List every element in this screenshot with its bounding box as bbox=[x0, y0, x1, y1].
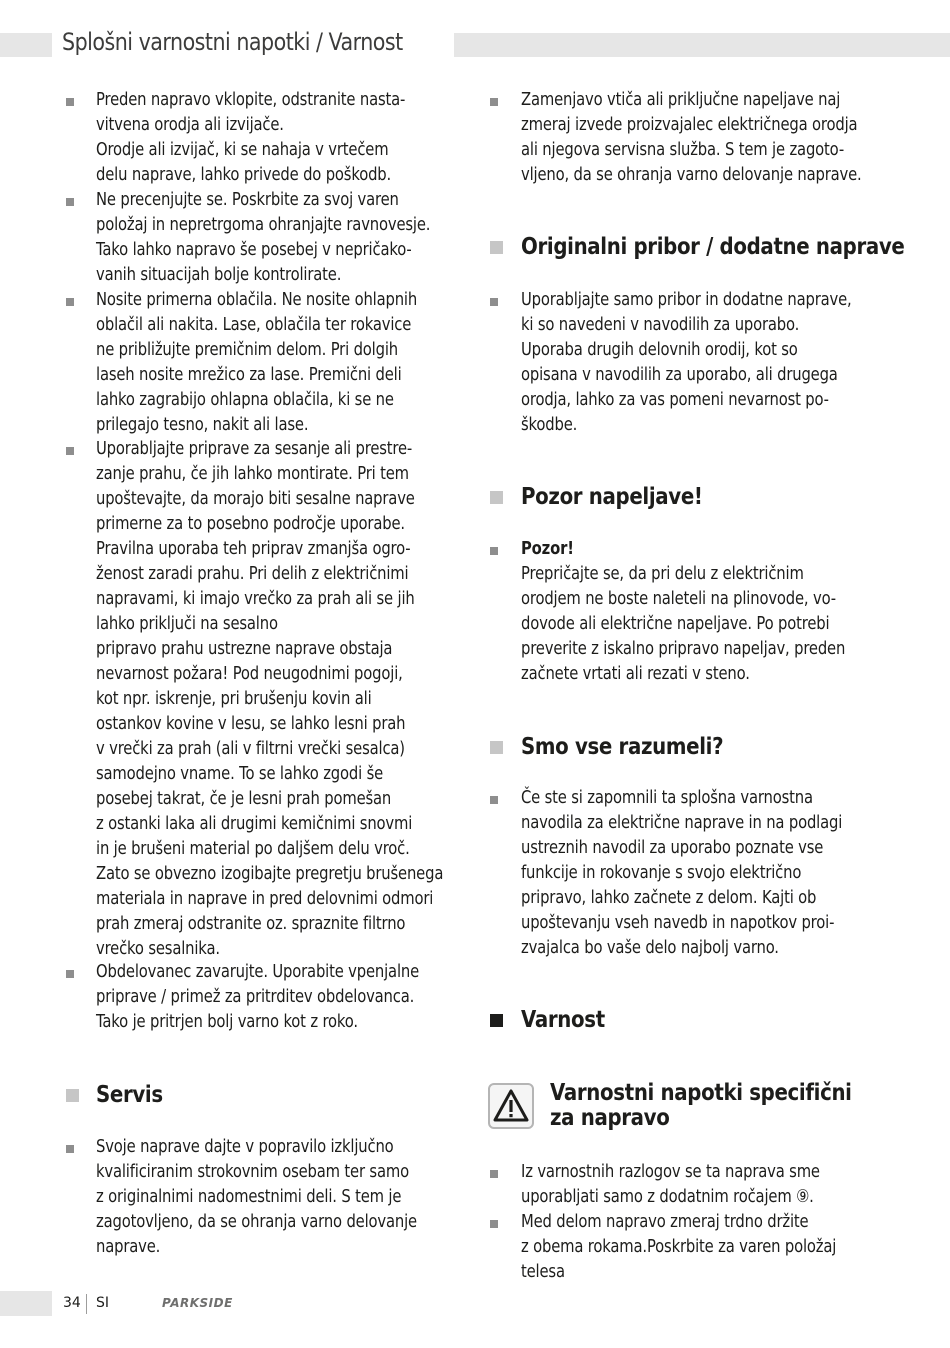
bullet-icon bbox=[66, 198, 74, 206]
list-item: Nosite primerna oblačila. Ne nosite ohlapnih oblačil ali nakita. Lase, oblačila ter rokavice ne približujte premičnim delom. Pri dolgih laseh nosite mrežico za lase. Premični deli lahko zagrabijo ohlapna oblačila, ki se ne prilegajo tesno, nakit ali lase. bbox=[96, 290, 418, 435]
bullet-icon bbox=[66, 1145, 74, 1153]
list-item: Obdelovanec zavarujte. Uporabite vpenjalne priprave / primež za pritrditev obdelovanca. Tako je pritrjen bolj varno kot z roko. bbox=[96, 962, 420, 1032]
warning-triangle-icon bbox=[488, 1083, 534, 1129]
footer-band bbox=[0, 1291, 52, 1316]
section-heading-specificni: Varnostni napotki specifični za napravo bbox=[550, 1080, 852, 1131]
list-item: Zamenjavo vtiča ali priključne napeljave naj zmeraj izvede proizvajalec električnega orodja ali njegova servisna služba. S tem je zagoto- vljeno, da se ohranja varno delovanje naprave. bbox=[521, 90, 862, 185]
heading-bullet-icon bbox=[66, 1089, 79, 1102]
heading-bullet-icon bbox=[490, 1014, 503, 1027]
heading-bullet-icon bbox=[490, 741, 503, 754]
bullet-icon bbox=[490, 1220, 498, 1228]
bullet-icon bbox=[490, 796, 498, 804]
list-item: Uporabljajte samo pribor in dodatne naprave, ki so navedeni v navodilih za uporabo. Uporaba drugih delovnih orodij, kot so opisana v navodilih za uporabo, ali drugega orodja, lahko za vas pomeni nevarnost po- škodbe. bbox=[521, 290, 852, 435]
page-number: 34 bbox=[63, 1295, 81, 1311]
heading-bullet-icon bbox=[490, 491, 503, 504]
section-heading-pribor: Originalni pribor / dodatne naprave bbox=[521, 234, 905, 260]
bullet-icon bbox=[66, 298, 74, 306]
bullet-icon bbox=[490, 98, 498, 106]
language-code: SI bbox=[96, 1295, 110, 1311]
header-band-left bbox=[0, 33, 52, 57]
list-item: Uporabljajte priprave za sesanje ali prestre- zanje prahu, če jih lahko montirate. Pri tem upoštevajte, da morajo biti sesalne naprave primerne za to posebno področje uporabe. Pravilna uporaba teh priprav zmanjša ogro- ženost zaradi prahu. Pri delih z električnimi napravami, ki imajo vrečko za prah ali se jih lahko priključi na sesalno pripravo prahu ustrezne naprave obstaja nevarnost požara! Pod neugodnimi pogoji, kot npr. iskrenje, pri brušenju kovin ali ostankov kovine v lesu, se lahko lesni prah v vrečki za prah (ali v filtrni vrečki sesalca) samodejno vname. To se lahko zgodi še posebej takrat, če je lesni prah pomešan z ostanki laka ali drugimi kemičnimi snovmi in je brušeni material po daljšem delu vroč. Zato se obvezno izogibajte pregretju brušenega materiala in naprave in pred delovnimi odmori prah zmeraj odstranite oz. spraznite filtrno vrečko sesalnika. bbox=[96, 439, 444, 959]
bullet-icon bbox=[490, 1170, 498, 1178]
section-heading-razumeli: Smo vse razumeli? bbox=[521, 734, 724, 760]
bullet-icon bbox=[66, 970, 74, 978]
list-item: Med delom napravo zmeraj trdno držite z obema rokama.Poskrbite za varen položaj telesa bbox=[521, 1212, 837, 1282]
list-item: Iz varnostnih razlogov se ta naprava sme uporabljati samo z dodatnim ročajem ⑨. bbox=[521, 1162, 820, 1207]
section-heading-servis: Servis bbox=[96, 1082, 163, 1108]
bullet-icon bbox=[490, 547, 498, 555]
list-item: Če ste si zapomnili ta splošna varnostna navodila za električne naprave in na podlagi ustreznih navodil za uporabo poznate vse funkcije in rokovanje s svojo električno pripravo, lahko začnete z delom. Kajti ob upoštevanju vseh navedb in napotkov proi- zvajalca bo vaše delo najbolj varno. bbox=[521, 788, 843, 958]
list-item: Preden napravo vklopite, odstranite nasta- vitvena orodja ali izvijače. Orodje ali izvijač, ki se nahaja v vrtečem delu naprave, lahko privede do poškodb. bbox=[96, 90, 406, 185]
section-heading-napeljave: Pozor napeljave! bbox=[521, 484, 703, 510]
list-item: Svoje naprave dajte v popravilo izključno kvalificiranim strokovnim osebam ter samo z originalnimi nadomestnimi deli. S tem je zagotovljeno, da se ohranja varno delovanje naprave. bbox=[96, 1137, 417, 1257]
bullet-icon bbox=[490, 298, 498, 306]
pozor-label: Pozor! bbox=[521, 539, 574, 559]
bullet-icon bbox=[66, 98, 74, 106]
footer-divider bbox=[86, 1294, 87, 1314]
list-item: Ne precenjujte se. Poskrbite za svoj varen položaj in nepretrgoma ohranjajte ravnovesje. Tako lahko napravo še posebej v nepričako- vanih situacijah bolje kontrolirate. bbox=[96, 190, 431, 285]
page-title: Splošni varnostni napotki / Varnost bbox=[62, 28, 403, 56]
heading-bullet-icon bbox=[490, 241, 503, 254]
list-item: Prepričajte se, da pri delu z električnim orodjem ne boste naleteli na plinovode, vo- dovode ali električne napeljave. Po potrebi preverite z iskalno pripravo napeljav, preden začnete vrtati ali rezati v steno. bbox=[521, 564, 846, 684]
section-heading-varnost: Varnost bbox=[521, 1007, 605, 1033]
brand-logo: PARKSIDE bbox=[162, 1296, 233, 1310]
header-band-right bbox=[454, 33, 950, 57]
bullet-icon bbox=[66, 447, 74, 455]
